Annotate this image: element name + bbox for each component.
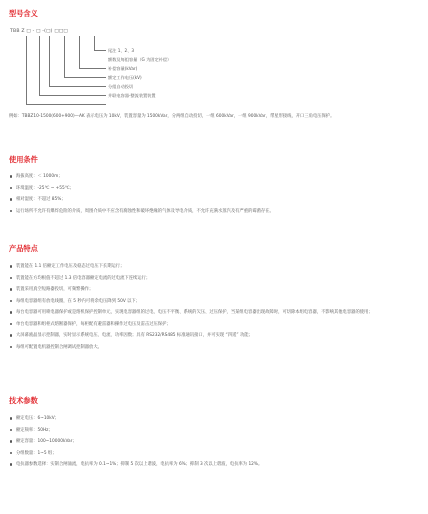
- section-title-features: 产品特点: [9, 244, 38, 253]
- model-example-text: 例如：TBBZ10-1500(600+900)—AK 表示电压为 10kV，装置容量为 1500kVar，分两组自动投切，一组 600kVar，一组 900kVar，带星形接线，开口三角电压保护。: [9, 114, 335, 119]
- bullet-icon: [10, 311, 13, 314]
- bullet-icon: [10, 187, 13, 190]
- connector-line: [39, 95, 106, 96]
- connector-line: [39, 36, 40, 95]
- bullet-icon: [10, 198, 13, 201]
- bullet-icon: [10, 463, 13, 466]
- connector-line: [49, 86, 106, 87]
- connector-line: [94, 50, 106, 51]
- connector-line: [26, 104, 106, 105]
- bullet-icon: [10, 210, 13, 213]
- list-item: 装置采用真空短路器投切，可频繁操作；: [9, 286, 419, 293]
- bullet-icon: [10, 300, 13, 303]
- list-item: 大屏幕液晶显示控制器，实时显示系统电压、电流、功率因数；具有 RS232/RS485 标准通讯接口，并可实现 “四遥” 功能；: [9, 332, 419, 339]
- list-item: 分组数量：1~5 组；: [9, 450, 419, 457]
- connector-line: [79, 36, 80, 68]
- legend-item: 额数及每组容量（G 为固定补偿）: [108, 56, 172, 62]
- bullet-icon: [10, 440, 13, 443]
- list-item: 额定容量：100~10000kVar；: [9, 438, 419, 445]
- list-item: 单台电容器和组柜式熔断器保护，每柜配有避雷器和操作过电压及雷击过压保护；: [9, 321, 419, 328]
- list-item: 装置能在 1.1 倍额定工作电压及稳态过电压下长期运行；: [9, 263, 419, 270]
- list-item: 额定频率：50Hz；: [9, 427, 419, 434]
- legend-item: 分组自动投切: [108, 83, 134, 89]
- bullet-icon: [10, 334, 13, 337]
- connector-line: [26, 36, 27, 104]
- connector-line: [49, 36, 50, 86]
- list-item: 运行场所不允许有爆炸危险的介质，周围介质中不应含有腐蚀性和破坏绝缘的气体及导电介质，不允许充满水蒸汽及有严重的霉菌存在。: [9, 208, 419, 215]
- conditions-list: [9, 173, 419, 215]
- list-item: 装置能在方均根值不超过 1.3 倍电容器额定电流的过电流下连续运行；: [9, 275, 419, 282]
- list-item: 额定电压：6~10kV；: [9, 415, 419, 422]
- connector-line: [64, 36, 65, 77]
- bullet-icon: [10, 417, 13, 420]
- bullet-icon: [10, 277, 13, 280]
- model-code: TBB Z □ - □ -(□) □□□: [10, 29, 68, 34]
- section-title-model-meaning: 型号含义: [9, 9, 38, 18]
- list-item: 电抗器参数选择：实制合闸涌流，电抗率为 0.1~1%；抑制 5 次以上谐波，电抗率为 6%；抑制 3 次以上谐波，电抗率为 12%。: [9, 461, 419, 468]
- legend-item: 尾注 1、2、3: [108, 47, 135, 53]
- list-item: 每组可配置电机器控制合闸调试控制器放大。: [9, 344, 419, 351]
- bullet-icon: [10, 175, 13, 178]
- legend-item: 补偿容量(kVar): [108, 65, 138, 71]
- bullet-icon: [10, 323, 13, 326]
- section-title-conditions: 使用条件: [9, 155, 38, 164]
- legend-item: 并联电容器-整流装置装置: [108, 92, 156, 98]
- bullet-icon: [10, 429, 13, 432]
- section-title-specs: 技术参数: [9, 396, 38, 405]
- connector-line: [94, 36, 95, 50]
- bullet-icon: [10, 346, 13, 349]
- connector-line: [64, 77, 106, 78]
- list-item: 环境温度：-25℃ ~ +55℃；: [9, 185, 419, 192]
- bullet-icon: [10, 452, 13, 455]
- list-item: 每台电容器可用喷电器保护或是熔机保护控制单元，实现电容器组的过电、电压不平衡、系统的欠压、过压保护，当某组电容器出现故障时，可切除本组电容器，不影响其他电容器的使用；: [9, 309, 419, 316]
- list-item: 相对湿度：不超过 85%；: [9, 196, 419, 203]
- connector-line: [79, 68, 106, 69]
- features-list: [9, 263, 419, 351]
- bullet-icon: [10, 288, 13, 291]
- specs-list: [9, 415, 419, 468]
- legend-item: 额定工作电压(kV): [108, 74, 142, 80]
- list-item: 海拔高度：＜ 1000m；: [9, 173, 419, 180]
- bullet-icon: [10, 265, 13, 268]
- list-item: 每组电容器组有放电线圈，在 5 秒内可将余电压降到 50V 以下；: [9, 298, 419, 305]
